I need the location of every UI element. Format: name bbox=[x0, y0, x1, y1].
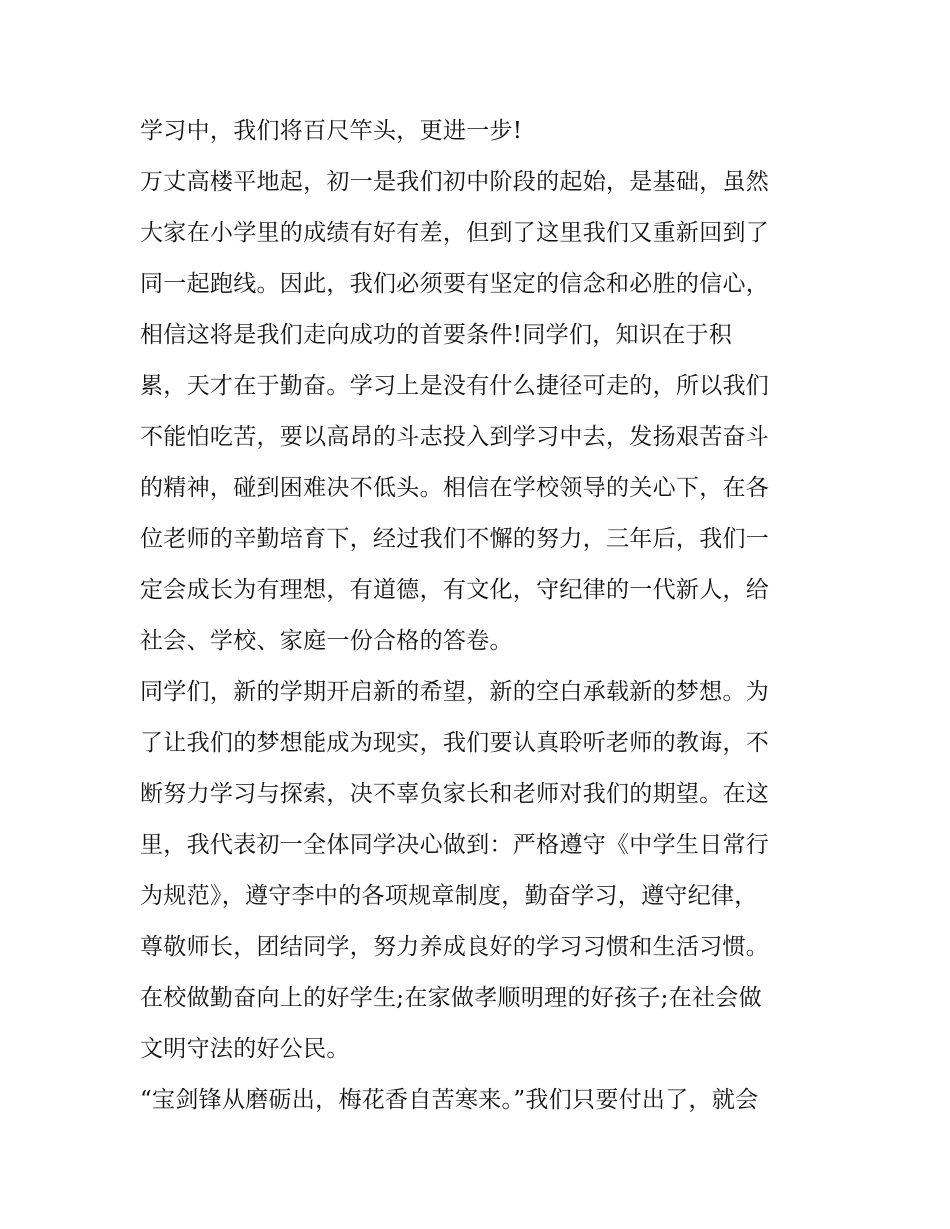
text-line: 不能怕吃苦，要以高昂的斗志投入到学习中去，发扬艰苦奋斗 bbox=[140, 424, 770, 450]
text-line: 社会、学校、家庭一份合格的答卷。 bbox=[140, 628, 513, 654]
text-line: 尊敬师长，团结同学，努力养成良好的学习习惯和生活习惯。 bbox=[140, 934, 770, 960]
text-line: 同学们，新的学期开启新的希望，新的空白承载新的梦想。为 bbox=[140, 679, 770, 705]
text-line: 定会成长为有理想，有道德，有文化，守纪律的一代新人，给 bbox=[140, 577, 770, 603]
text-line: 了让我们的梦想能成为现实，我们要认真聆听老师的教诲，不 bbox=[140, 730, 770, 756]
text-line: 学习中，我们将百尺竿头，更进一步! bbox=[140, 118, 523, 144]
text-line: 同一起跑线。因此，我们必须要有坚定的信念和必胜的信心， bbox=[140, 271, 770, 297]
text-line: 断努力学习与探索，决不辜负家长和老师对我们的期望。在这 bbox=[140, 781, 770, 807]
text-line: 相信这将是我们走向成功的首要条件!同学们，知识在于积 bbox=[140, 322, 733, 348]
text-line: 大家在小学里的成绩有好有差，但到了这里我们又重新回到了 bbox=[140, 220, 770, 246]
document-body bbox=[140, 106, 820, 1126]
text-line: 累，天才在于勤奋。学习上是没有什么捷径可走的，所以我们 bbox=[140, 373, 770, 399]
text-line: “宝剑锋从磨砺出，梅花香自苦寒来。”我们只要付出了，就会 bbox=[140, 1087, 759, 1113]
text-line: 里，我代表初一全体同学决心做到：严格遵守《中学生日常行 bbox=[140, 832, 770, 858]
text-line: 在校做勤奋向上的好学生;在家做孝顺明理的好孩子;在社会做 bbox=[140, 985, 762, 1011]
text-line: 位老师的辛勤培育下，经过我们不懈的努力，三年后，我们一 bbox=[140, 526, 770, 552]
text-line: 万丈高楼平地起，初一是我们初中阶段的起始，是基础，虽然 bbox=[140, 169, 770, 195]
text-line: 为规范》，遵守李中的各项规章制度，勤奋学习，遵守纪律， bbox=[140, 883, 758, 909]
text-line: 的精神，碰到困难决不低头。相信在学校领导的关心下，在各 bbox=[140, 475, 770, 501]
text-line: 文明守法的好公民。 bbox=[140, 1036, 350, 1062]
